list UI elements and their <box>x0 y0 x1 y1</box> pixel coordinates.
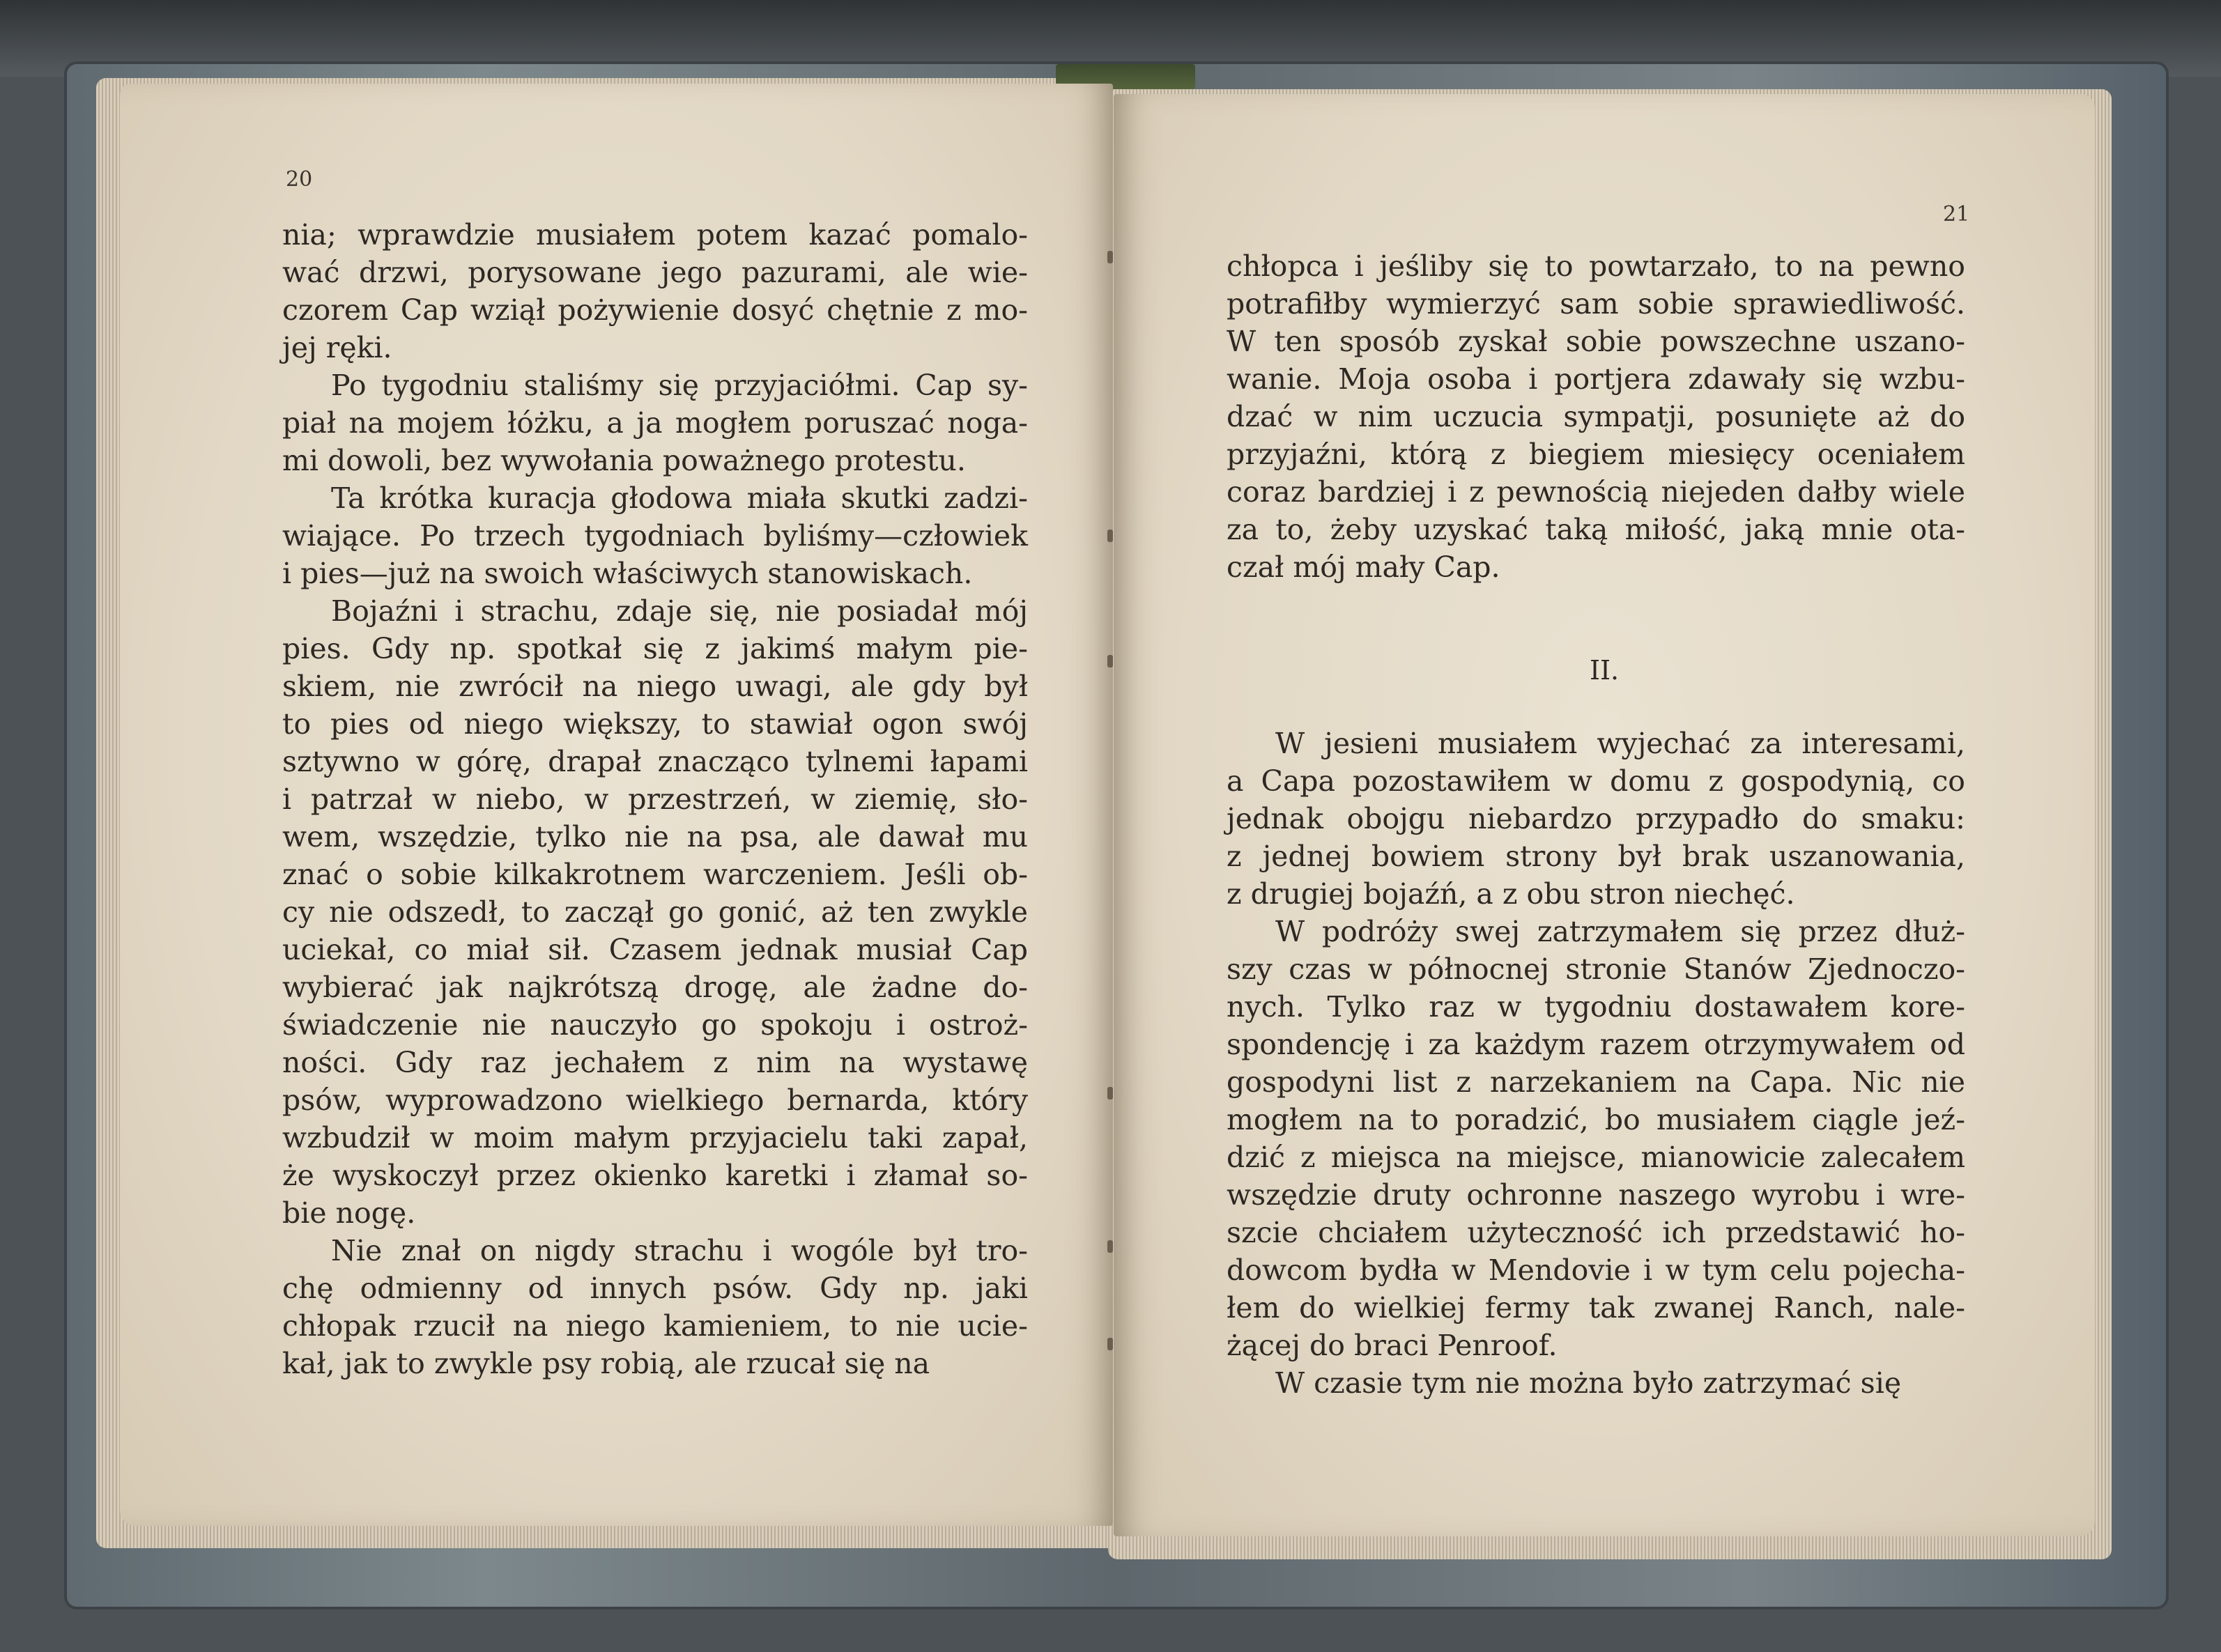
text-line: za to, żeby uzyskać taką miłość, jaką mnie ota- <box>1227 513 1965 546</box>
text-line: znać o sobie kilkakrotnem warczeniem. Jeśli ob- <box>282 858 1028 891</box>
text-line: czorem Cap wziął pożywienie dosyć chętnie z mo- <box>282 293 1028 327</box>
left-page-text <box>282 216 1028 1382</box>
text-line: żącej do braci Penroof. <box>1227 1329 1558 1362</box>
text-line: chę odmienny od innych psów. Gdy np. jaki <box>282 1272 1028 1305</box>
text-line: wanie. Moja osoba i portjera zdawały się wzbu- <box>1227 362 1965 396</box>
left-page-number: 20 <box>286 167 313 192</box>
text-line: że wyskoczył przez okienko karetki i złamał so- <box>282 1159 1028 1192</box>
text-line: wać drzwi, porysowane jego pazurami, ale wie- <box>282 256 1028 289</box>
text-line: nia; wprawdzie musiałem potem kazać pomalo- <box>282 218 1028 252</box>
text-line: psów, wyprowadzono wielkiego bernarda, który <box>282 1083 1028 1117</box>
text-line: dowcom bydła w Mendovie i w tym celu pojecha- <box>1227 1253 1965 1287</box>
text-line: W podróży swej zatrzymałem się przez dłuż- <box>1275 915 1965 948</box>
text-line: W ten sposób zyskał sobie powszechne uszano- <box>1227 325 1965 358</box>
text-line: wszędzie druty ochronne naszego wyrobu i wre- <box>1227 1178 1965 1212</box>
text-line: szy czas w północnej stronie Stanów Zjednoczo- <box>1227 952 1965 986</box>
text-line: jednak obojgu niebardzo przypadło do smaku: <box>1227 802 1965 835</box>
text-line: uciekał, co miał sił. Czasem jednak musiał Cap <box>282 933 1028 966</box>
text-line: chłopak rzucił na niego kamieniem, to nie ucie- <box>282 1309 1028 1343</box>
text-line: wybierać jak najkrótszą drogę, ale żadne do- <box>282 971 1028 1004</box>
text-line: potrafiłby wymierzyć sam sobie sprawiedliwość. <box>1227 287 1965 321</box>
text-line: i patrzał w niebo, w przestrzeń, w ziemię, sło- <box>282 782 1028 816</box>
text-line: to pies od niego większy, to stawiał ogon swój <box>282 707 1028 741</box>
chapter-heading: II. <box>1589 655 1620 686</box>
text-line: cy nie odszedł, to zaczął go gonić, aż ten zwykle <box>282 895 1028 929</box>
text-line: pies. Gdy np. spotkał się z jakimś małym pie- <box>282 632 1028 665</box>
text-line: mogłem na to poradzić, bo musiałem ciągle jeź- <box>1227 1103 1965 1136</box>
text-line: piał na mojem łóżku, a ja mogłem poruszać noga- <box>282 406 1028 440</box>
text-line: dzać w nim uczucia sympatji, posunięte aż do <box>1227 400 1965 433</box>
text-line: wzbudził w moim małym przyjacielu taki zapał, <box>282 1121 1028 1155</box>
text-line: chłopca i jeśliby się to powtarzało, to na pewno <box>1227 249 1965 283</box>
text-line: nych. Tylko raz w tygodniu dostawałem kore- <box>1227 990 1965 1024</box>
text-line: W czasie tym nie można było zatrzymać się <box>1275 1366 1902 1400</box>
text-line: spondencję i za każdym razem otrzymywałem od <box>1227 1028 1965 1061</box>
text-line: Bojaźni i strachu, zdaje się, nie posiadał mój <box>331 594 1028 628</box>
text-line: szcie chciałem użyteczność ich przedstawić ho- <box>1227 1216 1965 1249</box>
text-line: a Capa pozostawiłem w domu z gospodynią, co <box>1227 764 1965 798</box>
text-line: bie nogę. <box>282 1196 416 1230</box>
text-line: skiem, nie zwrócił na niego uwagi, ale gdy był <box>282 670 1028 703</box>
text-line: jej ręki. <box>282 331 392 364</box>
text-line: Po tygodniu staliśmy się przyjaciółmi. Cap sy- <box>331 369 1028 402</box>
text-line: Ta krótka kuracja głodowa miała skutki zadzi- <box>331 481 1028 515</box>
text-line: przyjaźni, którą z biegiem miesięcy oceniałem <box>1227 438 1965 471</box>
text-line: mi dowoli, bez wywołania poważnego protestu. <box>282 444 966 477</box>
text-line: łem do wielkiej fermy tak zwanej Ranch, nale- <box>1227 1291 1965 1325</box>
text-line: i pies—już na swoich właściwych stanowiskach. <box>282 557 973 590</box>
spine-stitching <box>1105 251 1119 1435</box>
text-line: gospodyni list z narzekaniem na Capa. Nic nie <box>1227 1065 1965 1099</box>
text-line: świadczenie nie nauczyło go spokoju i ostroż- <box>282 1008 1028 1042</box>
text-line: z drugiej bojaźń, a z obu stron niechęć. <box>1227 877 1795 911</box>
text-line: coraz bardziej i z pewnością niejeden dałby wiele <box>1227 475 1965 509</box>
text-line: wiające. Po trzech tygodniach byliśmy—człowiek <box>282 519 1028 553</box>
right-page-number: 21 <box>1943 202 1970 226</box>
text-line: wem, wszędzie, tylko nie na psa, ale dawał mu <box>282 820 1028 854</box>
text-line: W jesieni musiałem wyjechać za interesami, <box>1275 727 1965 760</box>
right-page-text-bottom <box>1227 725 1965 1402</box>
text-line: ności. Gdy raz jechałem z nim na wystawę <box>282 1046 1028 1079</box>
text-line: dzić z miejsca na miejsce, mianowicie zalecałem <box>1227 1141 1965 1174</box>
text-line: sztywno w górę, drapał znacząco tylnemi łapami <box>282 745 1028 778</box>
text-line: z jednej bowiem strony był brak uszanowania, <box>1227 840 1965 873</box>
text-line: kał, jak to zwykle psy robią, ale rzucał się na <box>282 1347 930 1380</box>
text-line: czał mój mały Cap. <box>1227 550 1500 584</box>
right-page-text-top <box>1227 247 1965 586</box>
text-line: Nie znał on nigdy strachu i wogóle był tro- <box>331 1234 1028 1267</box>
